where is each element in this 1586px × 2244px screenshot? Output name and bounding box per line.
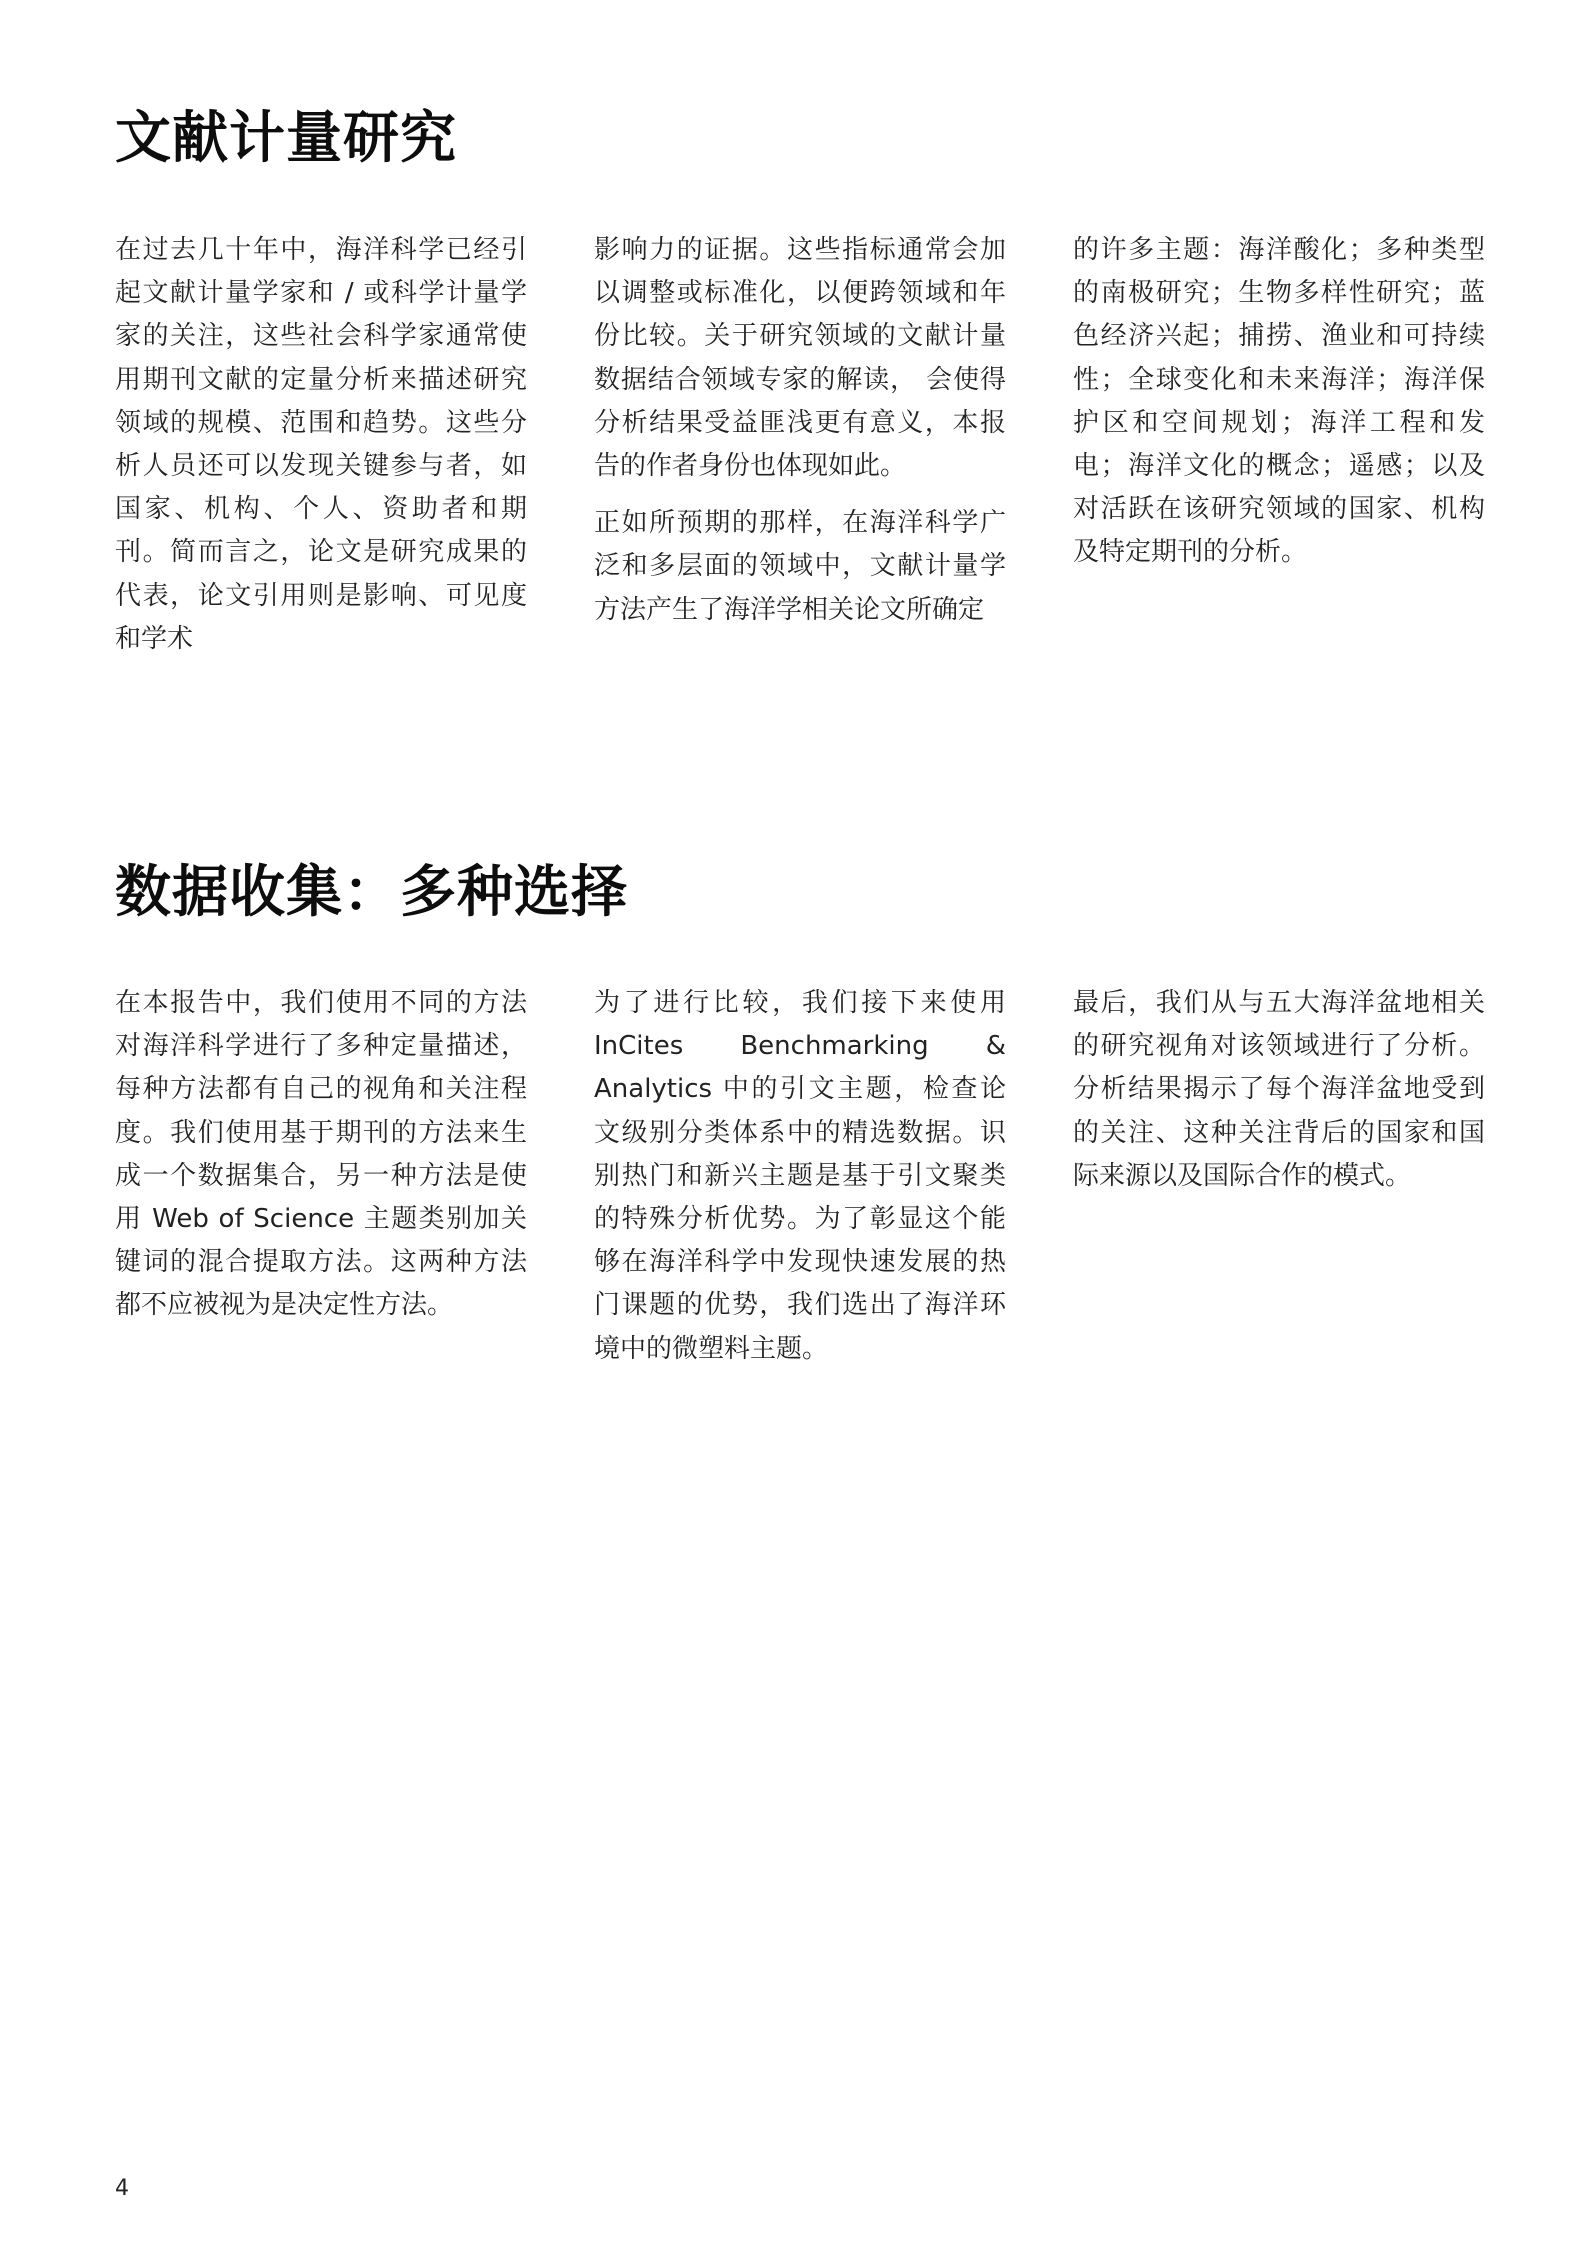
page-number: 4 [115, 2176, 129, 2201]
paragraph: 影响力的证据。这些指标通常会加以调整或标准化，以便跨领域和年份比较。关于研究领域的文献计量数据结合领域专家的解读， 会使得分析结果受益匪浅更有意义，本报告的作者身份也体现如此。 [594, 235, 1006, 482]
text-column-2 [594, 229, 1006, 675]
text-column-3 [1073, 982, 1485, 1385]
paragraph: 最后，我们从与五大海洋盆地相关的研究视角对该领域进行了分析。分析结果揭示了每个海洋盆地受到的关注、这种关注背后的国家和国际来源以及国际合作的模式。 [1073, 988, 1485, 1191]
section-title-data-collection: 数据收集：多种选择 [115, 860, 628, 925]
text-column-1 [115, 229, 527, 675]
section-title-bibliometrics: 文献计量研究 [115, 106, 457, 171]
data-collection-text-columns [115, 982, 1485, 1385]
paragraph: 为了进行比较，我们接下来使用 InCites Benchmarking & Analytics 中的引文主题，检查论文级别分类体系中的精选数据。识别热门和新兴主题是基于引文聚类的特殊分析优势。为了彰显这个能够在海洋科学中发现快速发展的热门课题的优势，我们选出了海洋环境中的微塑料主题。 [594, 988, 1006, 1364]
paragraph: 在过去几十年中，海洋科学已经引起文献计量学家和 / 或科学计量学家的关注，这些社会科学家通常使用期刊文献的定量分析来描述研究领域的规模、范围和趋势。这些分析人员还可以发现关键参与者，如国家、机构、个人、资助者和期刊。简而言之，论文是研究成果的代表，论文引用则是影响、可见度和学术 [115, 235, 527, 654]
text-column-2 [594, 982, 1006, 1385]
text-column-1 [115, 982, 527, 1385]
bibliometrics-text-columns [115, 229, 1485, 675]
paragraph: 正如所预期的那样，在海洋科学广泛和多层面的领域中，文献计量学方法产生了海洋学相关论文所确定 [594, 508, 1006, 625]
paragraph: 的许多主题：海洋酸化；多种类型的南极研究；生物多样性研究；蓝色经济兴起；捕捞、渔业和可持续性；全球变化和未来海洋；海洋保护区和空间规划；海洋工程和发电；海洋文化的概念；遥感；以及对活跃在该研究领域的国家、机构及特定期刊的分析。 [1073, 235, 1485, 568]
paragraph: 在本报告中，我们使用不同的方法对海洋科学进行了多种定量描述，每种方法都有自己的视角和关注程度。我们使用基于期刊的方法来生成一个数据集合，另一种方法是使用 Web of Science 主题类别加关键词的混合提取方法。这两种方法都不应被视为是决定性方法。 [115, 988, 527, 1321]
text-column-3 [1073, 229, 1485, 675]
